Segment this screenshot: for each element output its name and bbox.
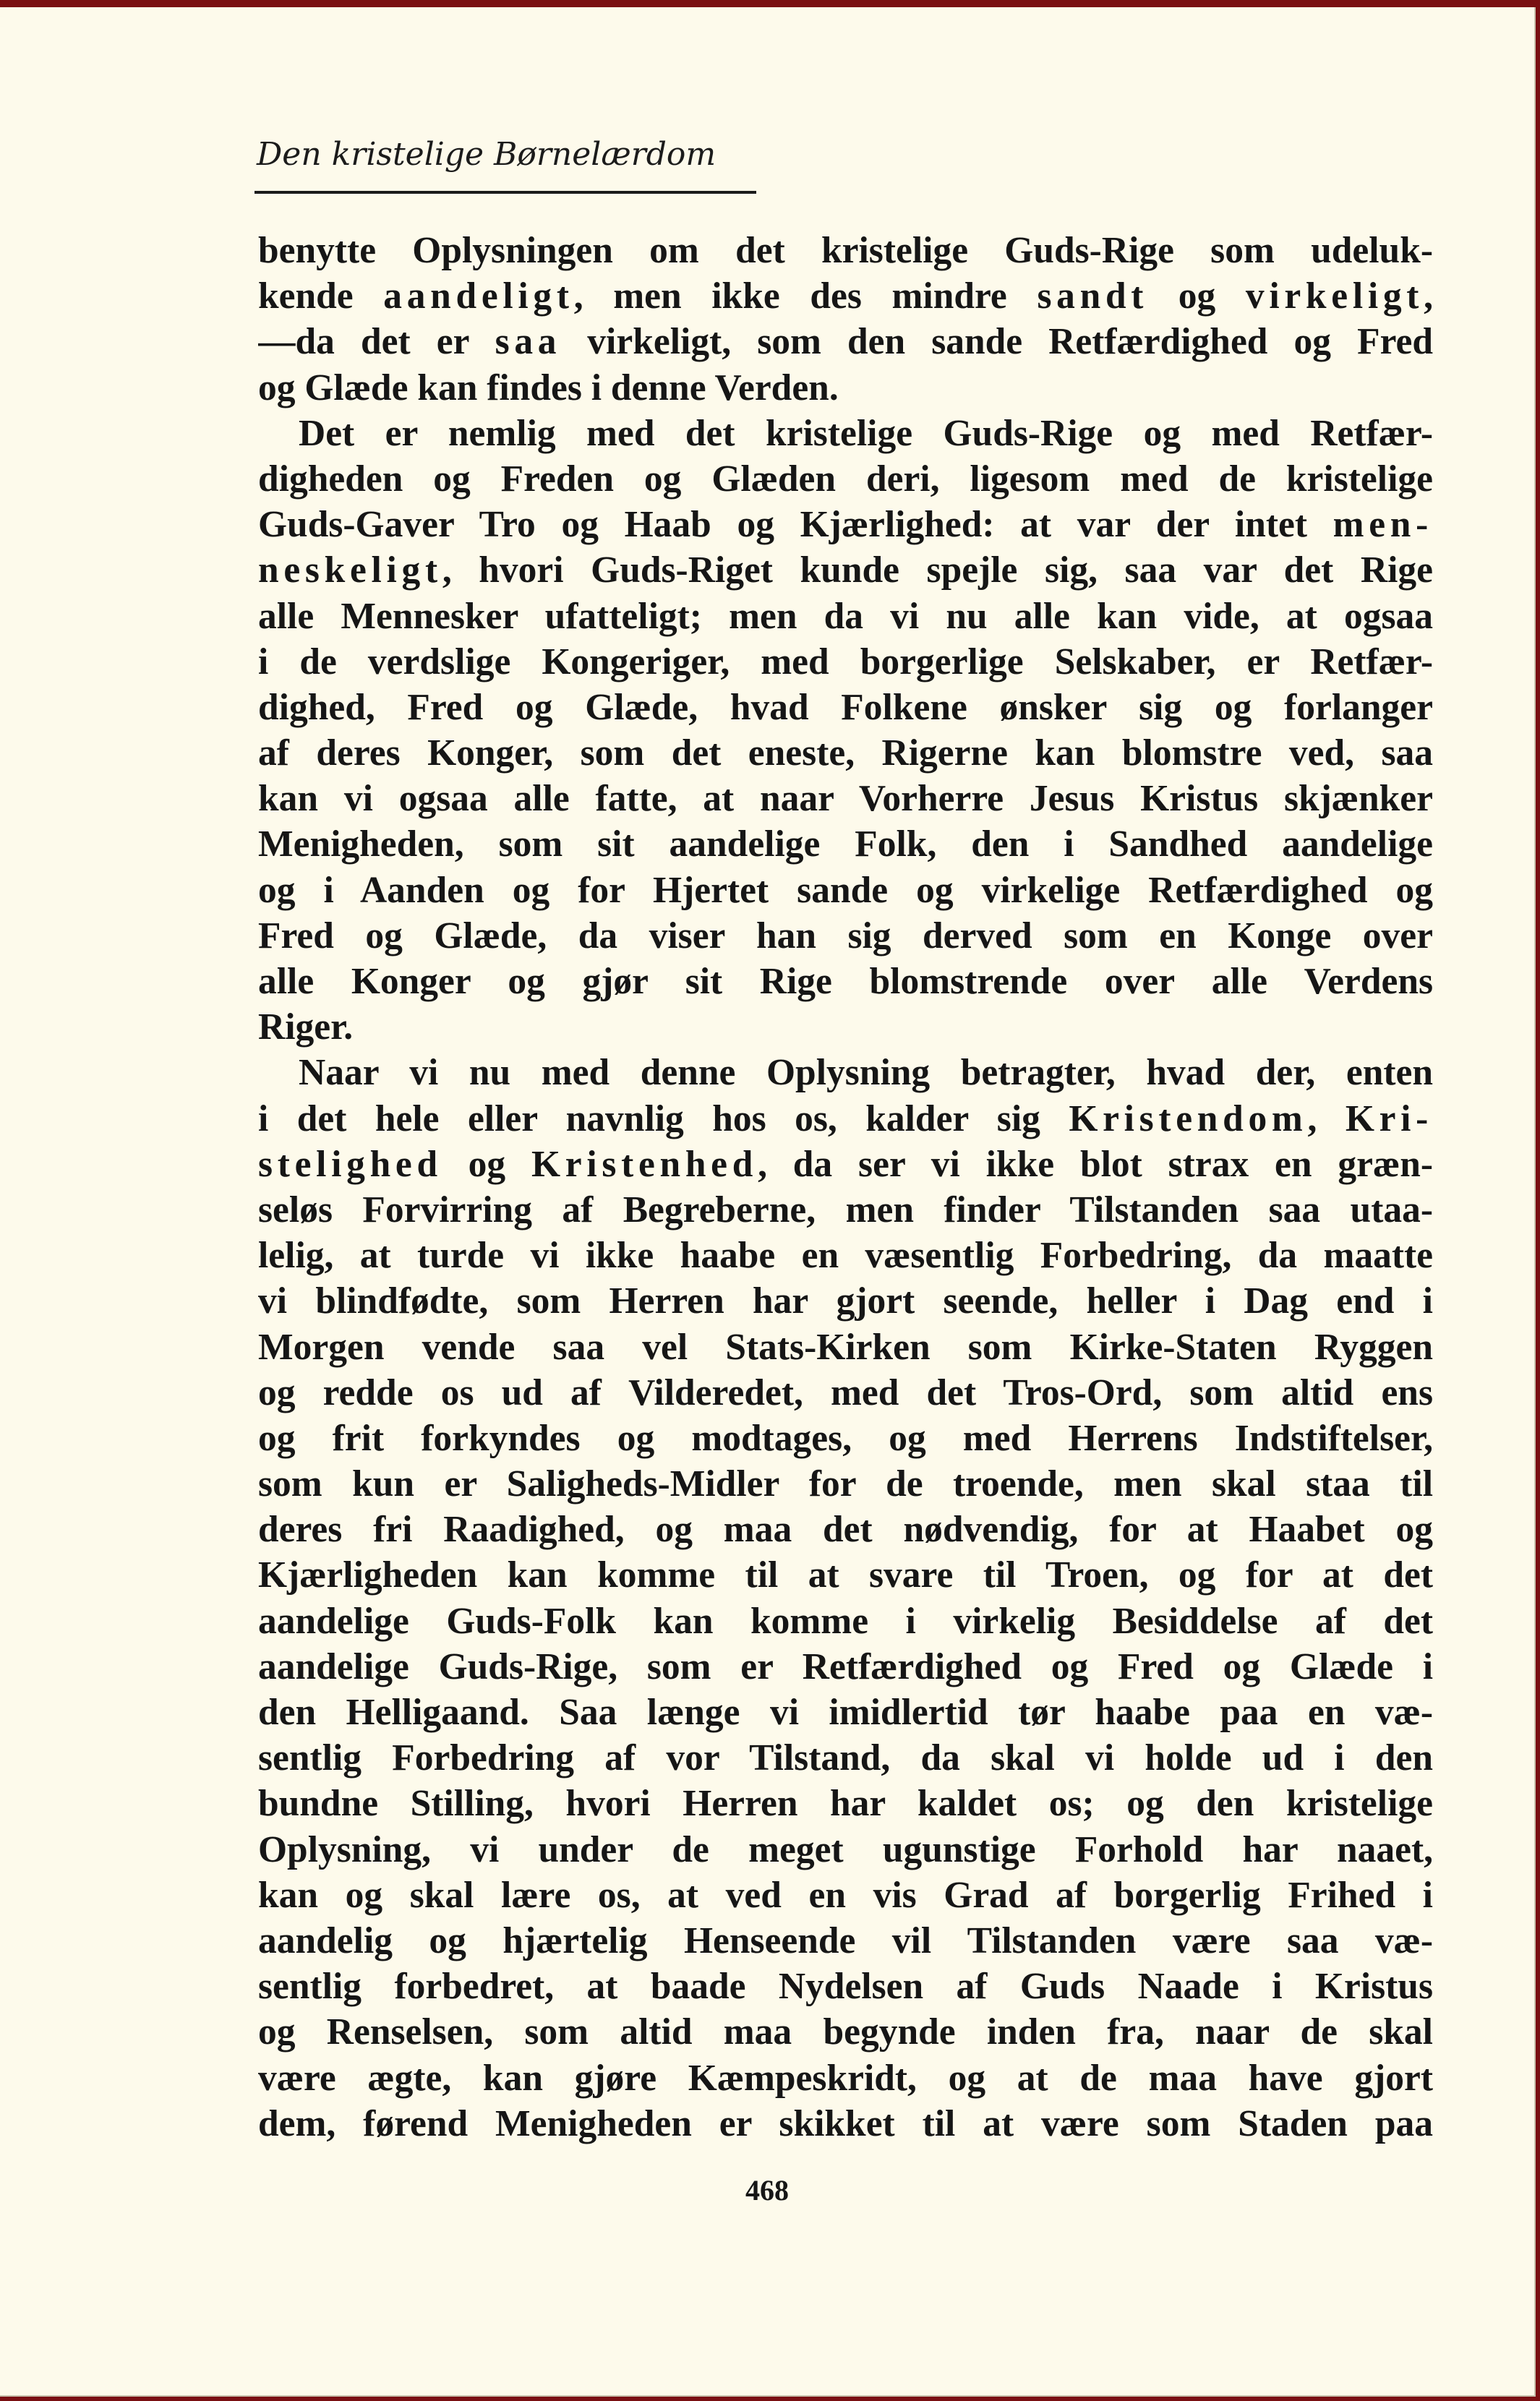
book-page xyxy=(0,7,1536,2397)
text-run: benytte Oplysningen om det kristelige Guds-Rige som udeluk- xyxy=(258,230,1433,271)
text-line xyxy=(258,685,1433,730)
text-run: kan og skal lære os, at ved en vis Grad af borgerlig Frihed i xyxy=(258,1874,1433,1916)
text-line xyxy=(258,959,1433,1004)
text-line xyxy=(258,1461,1433,1507)
text-run: og Renselsen, som altid maa begynde inden fra, naar de skal xyxy=(258,2011,1433,2053)
text-line xyxy=(258,1142,1433,1187)
text-line xyxy=(258,502,1433,547)
text-run: kende xyxy=(258,275,384,317)
text-run: Naar vi nu med denne Oplysning betragter, hvad der, enten xyxy=(299,1052,1433,1094)
text-run: og i Aanden og for Hjertet sande og virkelige Retfærdighed og xyxy=(258,869,1433,911)
text-run: og frit forkyndes og modtages, og med Herrens Indstiftelser, xyxy=(258,1417,1433,1459)
text-line xyxy=(258,594,1433,639)
text-run: Kjærligheden kan komme til at svare til Troen, og for at det xyxy=(258,1554,1433,1596)
text-line xyxy=(258,639,1433,685)
text-run: Riger. xyxy=(258,1006,354,1048)
text-run: og Glæde kan findes i denne Verden. xyxy=(258,367,839,408)
text-line xyxy=(258,868,1433,913)
running-head: Den kristelige Børnelærdom xyxy=(257,136,716,173)
text-run: seløs Forvirring af Begreberne, men finder Tilstanden saa utaa- xyxy=(258,1189,1433,1231)
page-number: 468 xyxy=(745,2174,789,2207)
text-line xyxy=(258,1873,1433,1918)
text-line xyxy=(258,1050,1433,1095)
text-run: sentlig Forbedring af vor Tilstand, da skal vi holde ud i den xyxy=(258,1737,1433,1779)
text-line xyxy=(258,1781,1433,1826)
text-run: i de verdslige Kongeriger, med borgerlige Selskaber, er Retfær- xyxy=(258,641,1433,682)
text-run: , hvori Guds-Riget kunde spejle sig, saa var det Rige xyxy=(442,549,1433,591)
text-line xyxy=(258,821,1433,867)
text-run: kan vi ogsaa alle fatte, at naar Vorherre Jesus Kristus skjænker xyxy=(258,778,1433,820)
text-run: i det hele eller navnlig hos os, kalder sig xyxy=(258,1097,1069,1139)
text-run: som kun er Saligheds-Midler for de troende, men skal staa til xyxy=(258,1463,1433,1505)
running-head-rule xyxy=(254,191,756,194)
text-line xyxy=(258,1416,1433,1461)
text-run: —da det er xyxy=(258,321,495,363)
spaced-emphasis: aandeligt xyxy=(383,275,574,317)
text-run: alle Konger og gjør sit Rige blomstrende over alle Verdens xyxy=(258,961,1433,1002)
text-run: , xyxy=(1424,275,1433,317)
text-run: dighed, Fred og Glæde, hvad Folkene ønsker sig og forlanger xyxy=(258,686,1433,728)
spaced-emphasis: virkeligt xyxy=(1245,275,1424,317)
text-run: bundne Stilling, hvori Herren har kaldet os; og den kristelige xyxy=(258,1783,1433,1825)
text-line xyxy=(258,1004,1433,1050)
text-run: Oplysning, vi under de meget ugunstige Forhold har naaet, xyxy=(258,1828,1433,1870)
text-line xyxy=(258,776,1433,821)
text-line xyxy=(258,365,1433,411)
text-run: , men ikke des mindre xyxy=(573,275,1038,317)
text-line xyxy=(258,456,1433,502)
text-line xyxy=(258,1690,1433,1735)
text-run: deres fri Raadighed, og maa det nødvendig, for at Haabet og xyxy=(258,1509,1433,1551)
spaced-emphasis: saa xyxy=(495,321,562,363)
text-line xyxy=(258,319,1433,364)
text-line xyxy=(258,1187,1433,1233)
text-line xyxy=(258,228,1433,273)
text-run: og xyxy=(1148,275,1246,317)
text-run: den Helligaand. Saa længe vi imidlertid tør haabe paa en væ- xyxy=(258,1692,1433,1733)
text-run: virkeligt, som den sande Retfærdighed og Fred xyxy=(561,321,1433,363)
text-line xyxy=(258,1324,1433,1370)
text-line xyxy=(258,547,1433,593)
text-run: lelig, at turde vi ikke haabe en væsentlig Forbedring, da maatte xyxy=(258,1235,1433,1277)
text-run: , da ser vi ikke blot strax en græn- xyxy=(758,1143,1433,1185)
text-run: aandelige Guds-Rige, som er Retfærdighed og Fred og Glæde i xyxy=(258,1645,1433,1687)
spaced-emphasis: stelighed xyxy=(258,1143,442,1185)
text-run: Fred og Glæde, da viser han sig derved som en Konge over xyxy=(258,915,1433,956)
text-line xyxy=(258,1278,1433,1324)
text-run: digheden og Freden og Glæden deri, ligesom med de kristelige xyxy=(258,458,1433,500)
text-run: vi blindfødte, som Herren har gjort seende, heller i Dag end i xyxy=(258,1280,1433,1322)
text-run: aandelig og hjærtelig Henseende vil Tilstanden være saa væ- xyxy=(258,1919,1433,1961)
text-line xyxy=(258,1370,1433,1416)
text-line xyxy=(258,2009,1433,2055)
text-run: Guds-Gaver Tro og Haab og Kjærlighed: at var der intet xyxy=(258,504,1333,546)
text-line xyxy=(258,273,1433,319)
text-line xyxy=(258,1507,1433,1552)
text-line xyxy=(258,1552,1433,1598)
spaced-emphasis: Kristendom xyxy=(1069,1097,1308,1139)
text-run: aandelige Guds-Folk kan komme i virkelig Besiddelse af det xyxy=(258,1600,1433,1642)
text-line xyxy=(258,1233,1433,1278)
spaced-emphasis: neskeligt xyxy=(258,549,442,591)
text-line xyxy=(258,2055,1433,2101)
body-text xyxy=(258,228,1433,2147)
text-run: Menigheden, som sit aandelige Folk, den i Sandhed aandelige xyxy=(258,823,1433,865)
text-run: af deres Konger, som det eneste, Rigerne kan blomstre ved, saa xyxy=(258,732,1433,774)
text-run: og redde os ud af Vilderedet, med det Tros-Ord, som altid ens xyxy=(258,1371,1433,1413)
spaced-emphasis: men- xyxy=(1332,504,1433,546)
text-run: Morgen vende saa vel Stats-Kirken som Kirke-Staten Ryggen xyxy=(258,1326,1433,1368)
text-run: sentlig forbedret, at baade Nydelsen af Guds Naade i Kristus xyxy=(258,1966,1433,2008)
spaced-emphasis: Kri- xyxy=(1345,1097,1433,1139)
text-line xyxy=(258,1096,1433,1142)
text-run: være ægte, kan gjøre Kæmpeskridt, og at de maa have gjort xyxy=(258,2057,1433,2099)
text-line xyxy=(258,730,1433,776)
text-line xyxy=(258,1598,1433,1644)
text-line xyxy=(258,1918,1433,1964)
text-line xyxy=(258,1735,1433,1781)
text-line xyxy=(258,913,1433,959)
text-line xyxy=(258,1644,1433,1690)
text-line xyxy=(258,2101,1433,2147)
text-line xyxy=(258,1827,1433,1873)
spaced-emphasis: sandt xyxy=(1037,275,1149,317)
text-line xyxy=(258,411,1433,456)
text-run: Det er nemlig med det kristelige Guds-Rige og med Retfær- xyxy=(299,412,1433,454)
text-line xyxy=(258,1964,1433,2009)
text-run: alle Mennesker ufatteligt; men da vi nu alle kan vide, at ogsaa xyxy=(258,595,1433,637)
text-run: og xyxy=(442,1143,532,1185)
text-run: dem, førend Menigheden er skikket til at være som Staden paa xyxy=(258,2102,1433,2144)
text-run: , xyxy=(1307,1097,1346,1139)
spaced-emphasis: Kristenhed xyxy=(531,1143,758,1185)
